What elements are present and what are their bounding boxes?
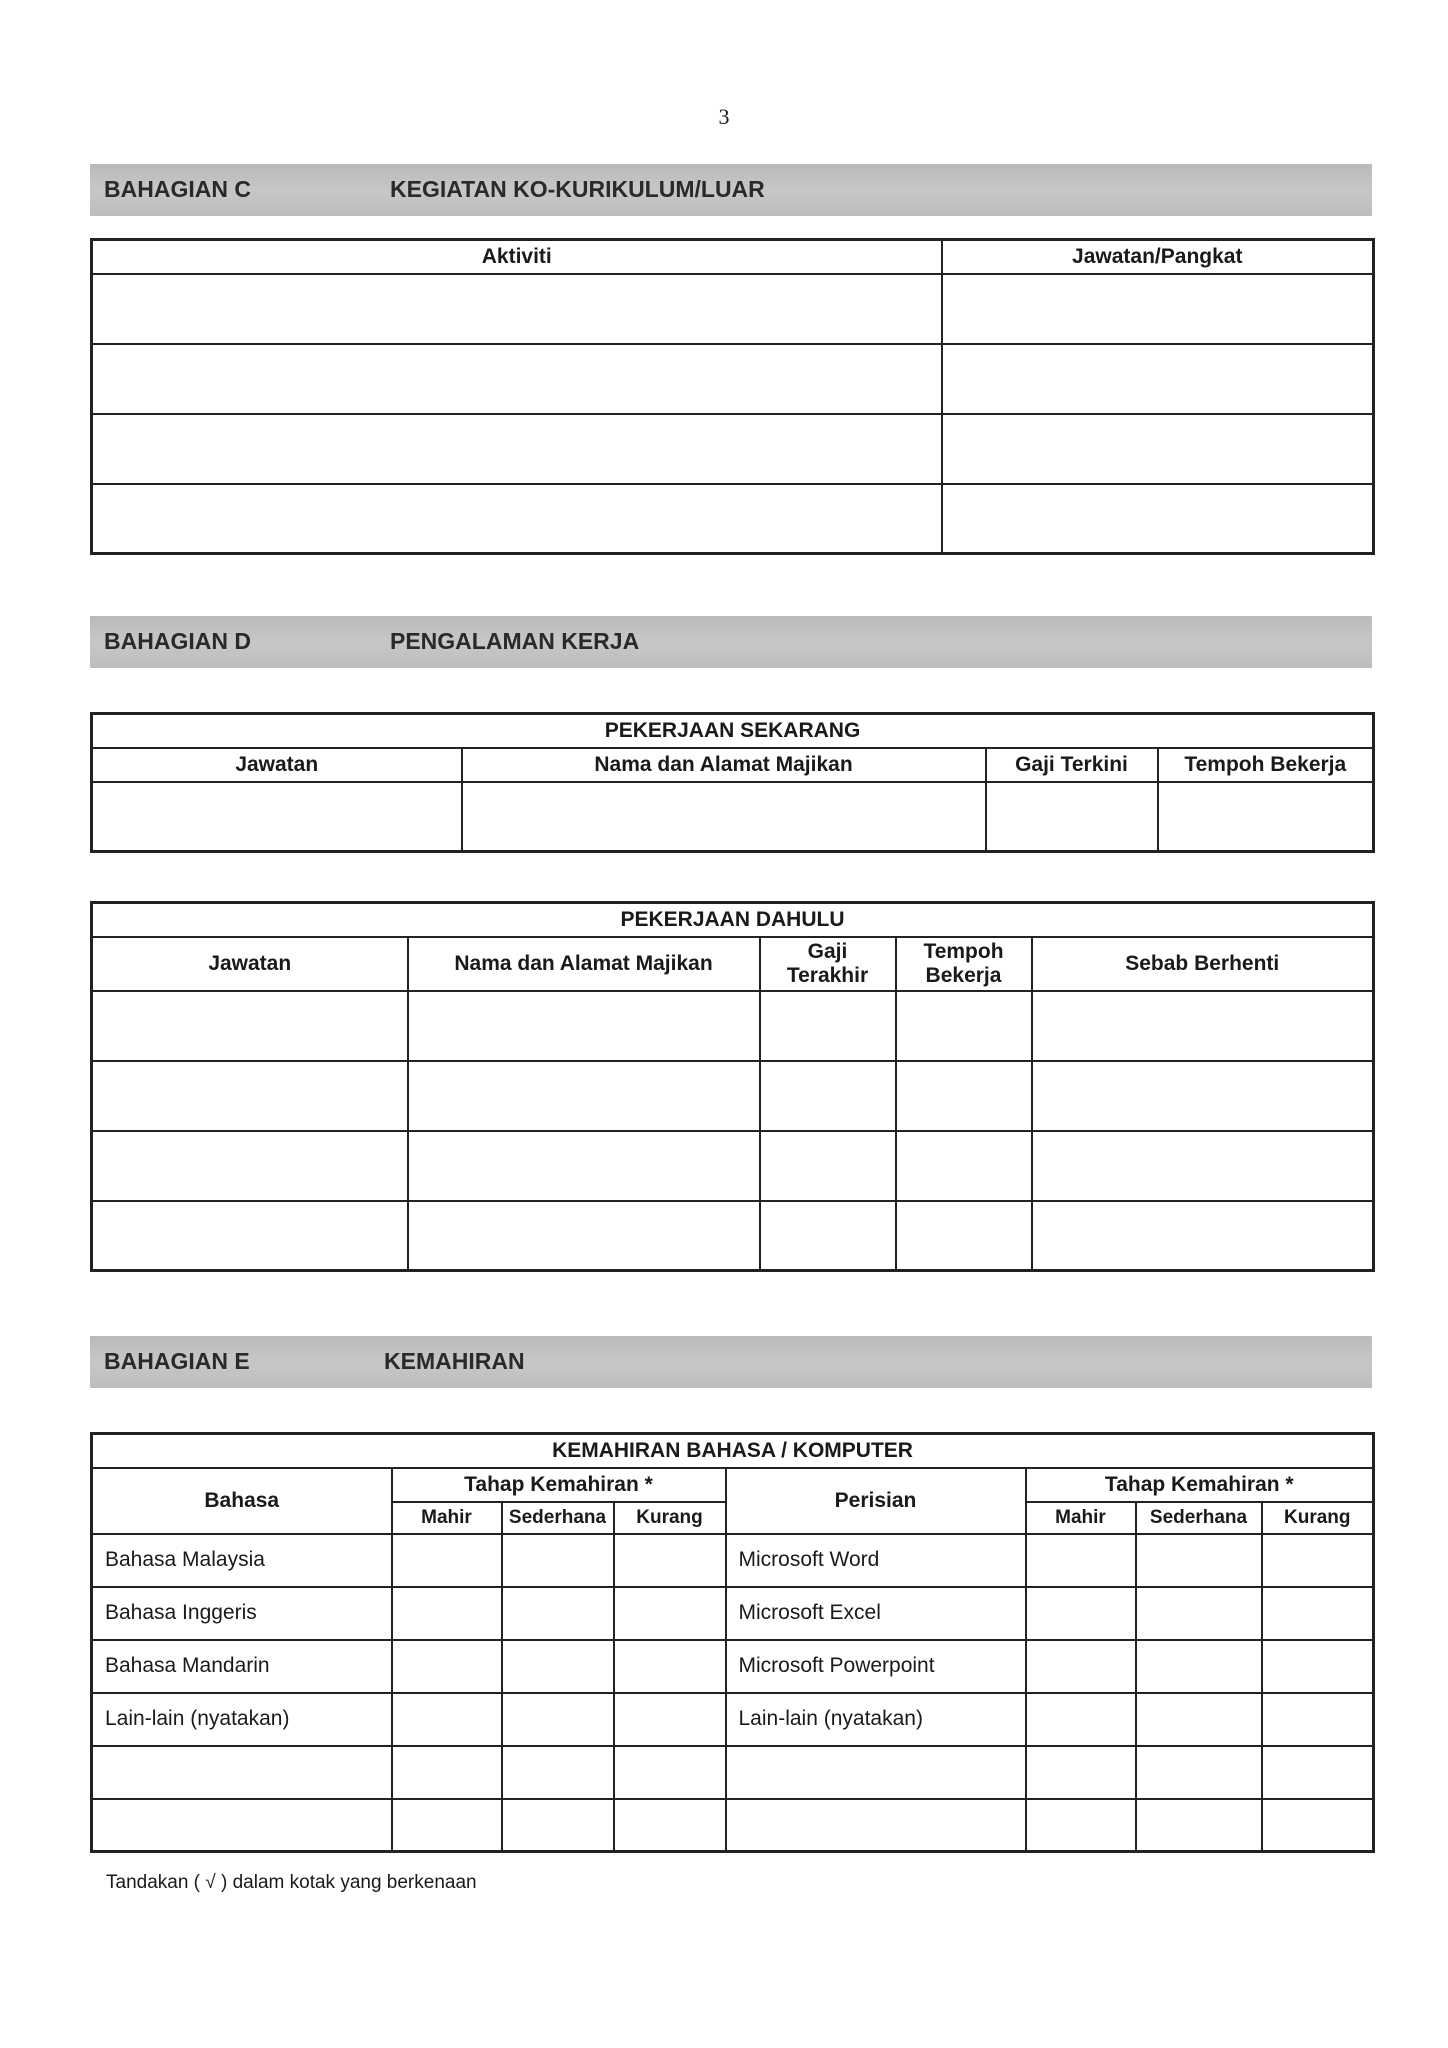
- col-kurang: Kurang: [1262, 1502, 1374, 1534]
- col-mahir: Mahir: [392, 1502, 502, 1534]
- checkbox-cell[interactable]: [614, 1534, 726, 1587]
- current-job-title: PEKERJAAN SEKARANG: [92, 714, 1374, 748]
- tempoh-cell[interactable]: [896, 991, 1032, 1061]
- col-tahap-kemahiran-perisian: Tahap Kemahiran *: [1026, 1468, 1374, 1502]
- section-e-code: BAHAGIAN E: [104, 1348, 250, 1374]
- section-d-code: BAHAGIAN D: [104, 628, 251, 654]
- cocurricular-table: [90, 238, 1375, 555]
- section-c-title: KEGIATAN KO-KURIKULUM/LUAR: [390, 176, 765, 202]
- col-mahir: Mahir: [1026, 1502, 1136, 1534]
- jawatan-cell[interactable]: [92, 1201, 408, 1271]
- checkbox-cell[interactable]: [502, 1799, 614, 1852]
- col-sederhana: Sederhana: [502, 1502, 614, 1534]
- jawatan-cell[interactable]: [92, 1131, 408, 1201]
- col-bahasa: Bahasa: [92, 1468, 392, 1534]
- tempoh-cell[interactable]: [896, 1201, 1032, 1271]
- checkbox-cell[interactable]: [1262, 1693, 1374, 1746]
- col-kurang: Kurang: [614, 1502, 726, 1534]
- checkbox-cell[interactable]: [392, 1640, 502, 1693]
- jawatan-pangkat-cell[interactable]: [942, 344, 1374, 414]
- col-aktiviti: Aktiviti: [92, 240, 942, 274]
- checkbox-cell[interactable]: [614, 1693, 726, 1746]
- col-gaji-terakhir: Gaji Terakhir: [760, 937, 896, 991]
- checkbox-cell[interactable]: [1262, 1746, 1374, 1799]
- tempoh-cell[interactable]: [896, 1061, 1032, 1131]
- language-label: Lain-lain (nyatakan): [92, 1693, 392, 1746]
- col-nama-alamat-majikan: Nama dan Alamat Majikan: [462, 748, 986, 782]
- majikan-cell[interactable]: [408, 1061, 760, 1131]
- checkbox-cell[interactable]: [1136, 1693, 1262, 1746]
- col-jawatan: Jawatan: [92, 937, 408, 991]
- checkbox-cell[interactable]: [1026, 1746, 1136, 1799]
- checkbox-cell[interactable]: [1136, 1534, 1262, 1587]
- checkbox-cell[interactable]: [614, 1587, 726, 1640]
- section-c-header: [90, 164, 1372, 216]
- gaji-cell[interactable]: [760, 1131, 896, 1201]
- jawatan-pangkat-cell[interactable]: [942, 274, 1374, 344]
- section-e-header: [90, 1336, 1372, 1388]
- checkbox-cell[interactable]: [392, 1746, 502, 1799]
- other-software-input[interactable]: [726, 1799, 1026, 1852]
- software-label: Lain-lain (nyatakan): [726, 1693, 1026, 1746]
- col-jawatan-pangkat: Jawatan/Pangkat: [942, 240, 1374, 274]
- gaji-cell[interactable]: [760, 1201, 896, 1271]
- skills-table: [90, 1432, 1375, 1853]
- checkbox-cell[interactable]: [502, 1534, 614, 1587]
- table-row: [92, 1534, 1374, 1587]
- checkbox-cell[interactable]: [1026, 1693, 1136, 1746]
- col-jawatan: Jawatan: [92, 748, 462, 782]
- checkbox-cell[interactable]: [502, 1746, 614, 1799]
- checkbox-cell[interactable]: [614, 1746, 726, 1799]
- gaji-cell[interactable]: [986, 782, 1158, 852]
- sebab-cell[interactable]: [1032, 1061, 1374, 1131]
- aktiviti-cell[interactable]: [92, 274, 942, 344]
- gaji-cell[interactable]: [760, 1061, 896, 1131]
- aktiviti-cell[interactable]: [92, 344, 942, 414]
- col-gaji-terkini: Gaji Terkini: [986, 748, 1158, 782]
- checkbox-cell[interactable]: [1026, 1799, 1136, 1852]
- col-tahap-kemahiran-bahasa: Tahap Kemahiran *: [392, 1468, 726, 1502]
- aktiviti-cell[interactable]: [92, 484, 942, 554]
- majikan-cell[interactable]: [462, 782, 986, 852]
- language-label: Bahasa Mandarin: [92, 1640, 392, 1693]
- col-sebab-berhenti: Sebab Berhenti: [1032, 937, 1374, 991]
- checkbox-cell[interactable]: [1136, 1587, 1262, 1640]
- skills-table-title: KEMAHIRAN BAHASA / KOMPUTER: [92, 1434, 1374, 1468]
- checkbox-cell[interactable]: [614, 1799, 726, 1852]
- jawatan-pangkat-cell[interactable]: [942, 484, 1374, 554]
- table-row: [92, 1746, 1374, 1799]
- jawatan-cell[interactable]: [92, 1061, 408, 1131]
- software-label: Microsoft Word: [726, 1534, 1026, 1587]
- language-label: Bahasa Inggeris: [92, 1587, 392, 1640]
- col-tempoh-bekerja: Tempoh Bekerja: [896, 937, 1032, 991]
- table-row: [92, 1587, 1374, 1640]
- checkbox-cell[interactable]: [1262, 1587, 1374, 1640]
- tempoh-cell[interactable]: [1158, 782, 1374, 852]
- sebab-cell[interactable]: [1032, 1131, 1374, 1201]
- language-label: Bahasa Malaysia: [92, 1534, 392, 1587]
- other-language-input[interactable]: [92, 1746, 392, 1799]
- jawatan-pangkat-cell[interactable]: [942, 414, 1374, 484]
- table-row: [92, 1693, 1374, 1746]
- software-label: Microsoft Excel: [726, 1587, 1026, 1640]
- checkbox-cell[interactable]: [1026, 1640, 1136, 1693]
- checkbox-cell[interactable]: [1136, 1799, 1262, 1852]
- current-job-table: [90, 712, 1375, 853]
- checkbox-cell[interactable]: [502, 1693, 614, 1746]
- checkbox-cell[interactable]: [1026, 1587, 1136, 1640]
- sebab-cell[interactable]: [1032, 991, 1374, 1061]
- jawatan-cell[interactable]: [92, 782, 462, 852]
- table-row: [92, 1799, 1374, 1852]
- aktiviti-cell[interactable]: [92, 414, 942, 484]
- section-e-title: KEMAHIRAN: [384, 1348, 525, 1374]
- checkbox-cell[interactable]: [1262, 1534, 1374, 1587]
- gaji-cell[interactable]: [760, 991, 896, 1061]
- checkbox-cell[interactable]: [502, 1587, 614, 1640]
- previous-job-title: PEKERJAAN DAHULU: [92, 903, 1374, 937]
- page-number: 3: [718, 104, 730, 129]
- col-sederhana: Sederhana: [1136, 1502, 1262, 1534]
- other-language-input[interactable]: [92, 1799, 392, 1852]
- section-d-title: PENGALAMAN KERJA: [390, 628, 640, 654]
- col-perisian: Perisian: [726, 1468, 1026, 1534]
- col-tempoh-bekerja: Tempoh Bekerja: [1158, 748, 1374, 782]
- jawatan-cell[interactable]: [92, 991, 408, 1061]
- section-c-code: BAHAGIAN C: [104, 176, 251, 202]
- checkbox-cell[interactable]: [392, 1534, 502, 1587]
- checkbox-cell[interactable]: [392, 1799, 502, 1852]
- checkbox-cell[interactable]: [502, 1640, 614, 1693]
- checkbox-cell[interactable]: [1026, 1534, 1136, 1587]
- other-software-input[interactable]: [726, 1746, 1026, 1799]
- instruction-note: Tandakan ( √ ) dalam kotak yang berkenaan: [106, 1872, 477, 1893]
- tempoh-cell[interactable]: [896, 1131, 1032, 1201]
- checkbox-cell[interactable]: [1262, 1799, 1374, 1852]
- checkbox-cell[interactable]: [614, 1640, 726, 1693]
- majikan-cell[interactable]: [408, 1131, 760, 1201]
- checkbox-cell[interactable]: [1136, 1746, 1262, 1799]
- previous-job-table: [90, 901, 1375, 1272]
- checkbox-cell[interactable]: [392, 1693, 502, 1746]
- section-d-header: [90, 616, 1372, 668]
- table-row: [92, 1640, 1374, 1693]
- col-nama-alamat-majikan: Nama dan Alamat Majikan: [408, 937, 760, 991]
- checkbox-cell[interactable]: [1262, 1640, 1374, 1693]
- checkbox-cell[interactable]: [1136, 1640, 1262, 1693]
- software-label: Microsoft Powerpoint: [726, 1640, 1026, 1693]
- checkbox-cell[interactable]: [392, 1587, 502, 1640]
- majikan-cell[interactable]: [408, 1201, 760, 1271]
- majikan-cell[interactable]: [408, 991, 760, 1061]
- sebab-cell[interactable]: [1032, 1201, 1374, 1271]
